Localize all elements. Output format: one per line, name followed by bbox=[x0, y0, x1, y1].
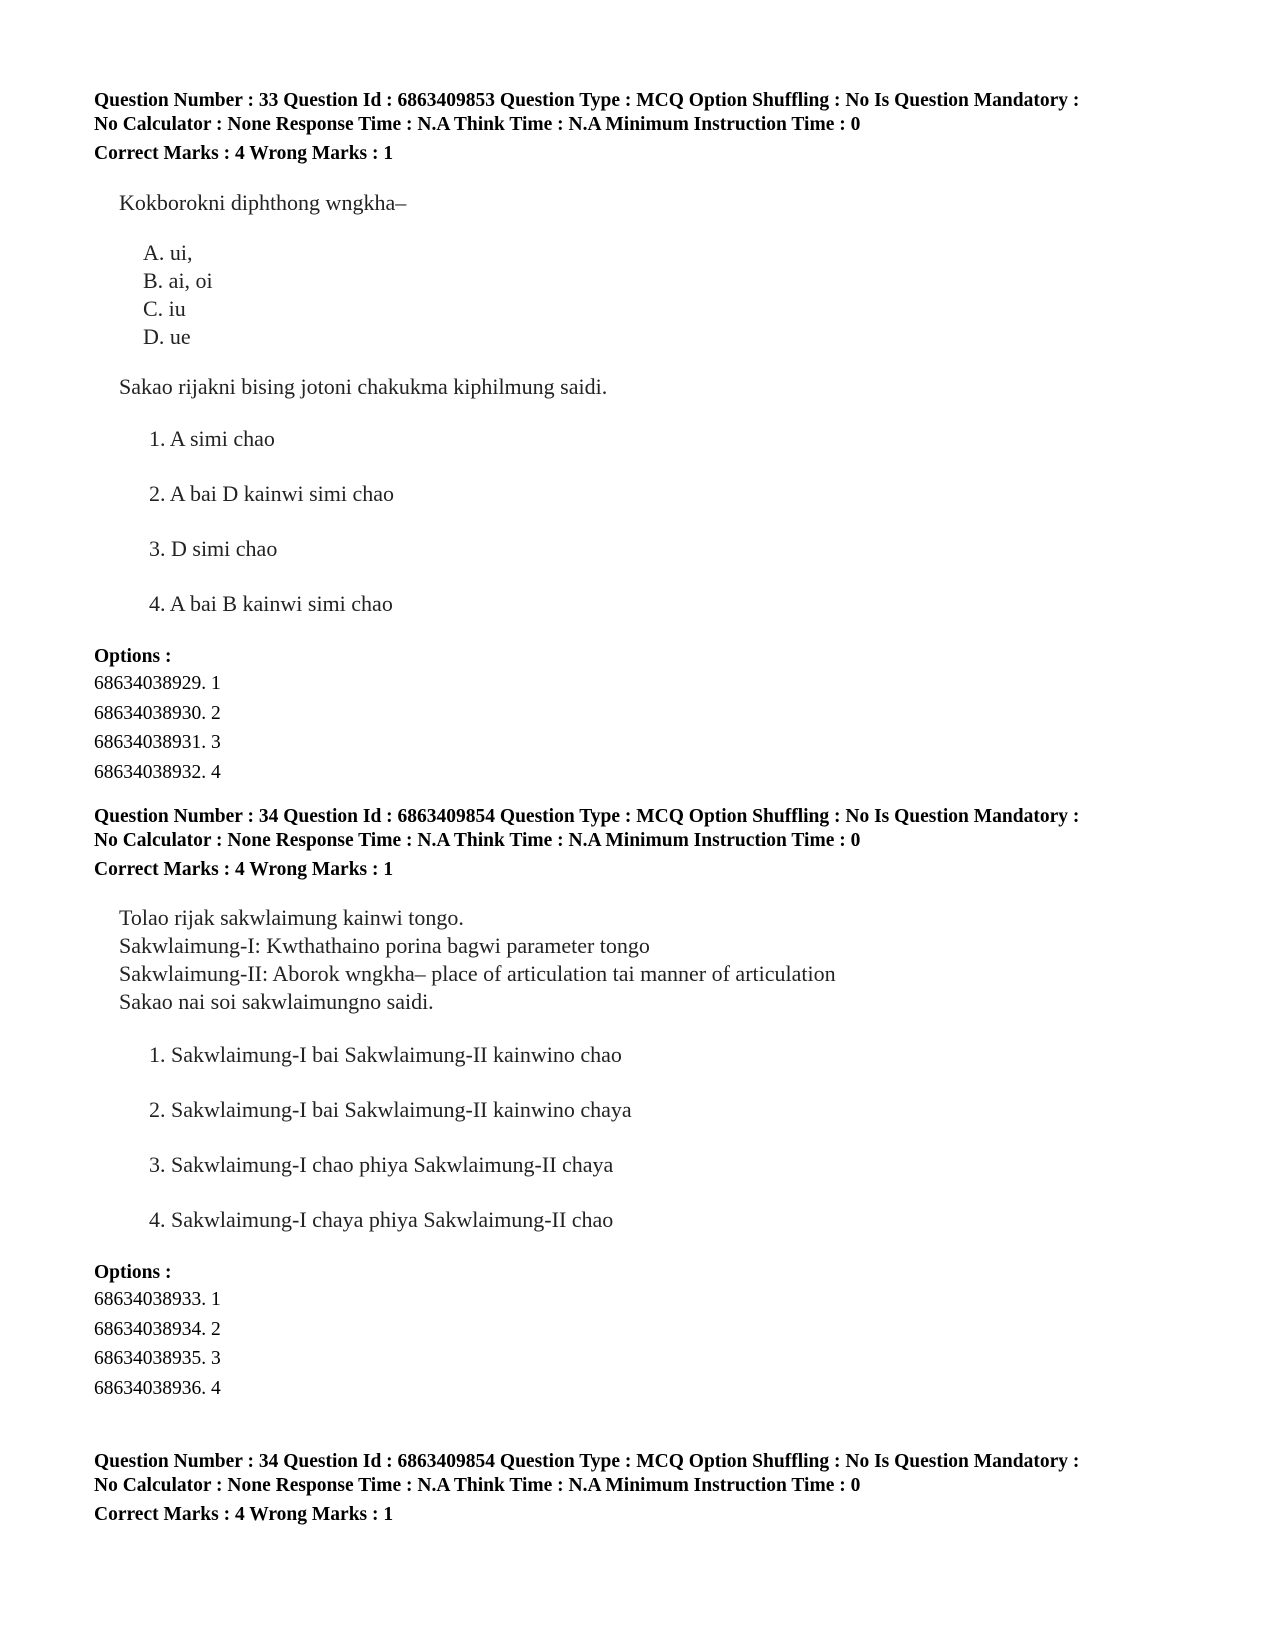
option-item: 68634038934. 2 bbox=[94, 1318, 221, 1340]
option-item: 68634038933. 1 bbox=[94, 1289, 221, 1310]
question-stem-line: Sakwlaimung-II: Aborok wngkha– place of articulation tai manner of articulation bbox=[119, 961, 836, 986]
question-marks: Correct Marks : 4 Wrong Marks : 1 bbox=[94, 859, 394, 880]
sub-item: D. ue bbox=[143, 324, 191, 349]
sub-item: A. ui, bbox=[143, 240, 193, 265]
question-stem-line: Tolao rijak sakwlaimung kainwi tongo. bbox=[119, 905, 464, 930]
sub-item: B. ai, oi bbox=[143, 268, 213, 293]
choice-item: 3. Sakwlaimung-I chao phiya Sakwlaimung-II chaya bbox=[149, 1152, 614, 1177]
choice-item: 3. D simi chao bbox=[149, 536, 278, 561]
question-meta-line1: Question Number : 34 Question Id : 6863409854 Question Type : MCQ Option Shuffling : No Is Question Mandatory : bbox=[94, 806, 1080, 827]
question-meta-line1: Question Number : 33 Question Id : 6863409853 Question Type : MCQ Option Shuffling : No Is Question Mandatory : bbox=[94, 90, 1080, 111]
question-content bbox=[119, 189, 1214, 618]
question-marks: Correct Marks : 4 Wrong Marks : 1 bbox=[94, 1504, 394, 1525]
option-item: 68634038930. 2 bbox=[94, 702, 221, 724]
question-instruction: Sakao rijakni bising jotoni chakukma kiphilmung saidi. bbox=[119, 374, 608, 399]
options-list bbox=[94, 1285, 1214, 1403]
question-block-33 bbox=[94, 89, 1214, 787]
choice-item: 4. A bai B kainwi simi chao bbox=[149, 591, 393, 616]
question-marks: Correct Marks : 4 Wrong Marks : 1 bbox=[94, 143, 394, 164]
option-item: 68634038931. 3 bbox=[94, 732, 221, 753]
question-block-34-repeat bbox=[94, 1450, 1214, 1527]
choice-item: 1. A simi chao bbox=[149, 426, 275, 451]
option-item: 68634038936. 4 bbox=[94, 1377, 221, 1399]
question-meta-line1: Question Number : 34 Question Id : 6863409854 Question Type : MCQ Option Shuffling : No Is Question Mandatory : bbox=[94, 1451, 1080, 1472]
sub-item-list bbox=[143, 239, 1214, 351]
choice-item: 1. Sakwlaimung-I bai Sakwlaimung-II kainwino chao bbox=[149, 1042, 622, 1067]
question-meta-line2: No Calculator : None Response Time : N.A Think Time : N.A Minimum Instruction Time : 0 bbox=[94, 114, 861, 135]
options-label: Options : bbox=[94, 646, 172, 667]
options-list bbox=[94, 669, 1214, 787]
question-block-34 bbox=[94, 805, 1214, 1403]
question-meta-line2: No Calculator : None Response Time : N.A Think Time : N.A Minimum Instruction Time : 0 bbox=[94, 1475, 861, 1496]
choice-item: 4. Sakwlaimung-I chaya phiya Sakwlaimung-II chao bbox=[149, 1207, 614, 1232]
choice-item: 2. A bai D kainwi simi chao bbox=[149, 481, 395, 506]
question-meta-line2: No Calculator : None Response Time : N.A Think Time : N.A Minimum Instruction Time : 0 bbox=[94, 830, 861, 851]
option-item: 68634038935. 3 bbox=[94, 1348, 221, 1369]
choice-list bbox=[149, 425, 1214, 618]
question-stem: Kokborokni diphthong wngkha– bbox=[119, 190, 407, 215]
question-stem-line: Sakao nai soi sakwlaimungno saidi. bbox=[119, 989, 434, 1014]
question-stem-line: Sakwlaimung-I: Kwthathaino porina bagwi parameter tongo bbox=[119, 933, 650, 958]
question-content bbox=[119, 904, 1214, 1234]
options-label: Options : bbox=[94, 1262, 172, 1283]
choice-item: 2. Sakwlaimung-I bai Sakwlaimung-II kainwino chaya bbox=[149, 1097, 632, 1122]
choice-list bbox=[149, 1041, 1214, 1234]
option-item: 68634038932. 4 bbox=[94, 761, 221, 783]
option-item: 68634038929. 1 bbox=[94, 673, 221, 694]
sub-item: C. iu bbox=[143, 296, 186, 321]
